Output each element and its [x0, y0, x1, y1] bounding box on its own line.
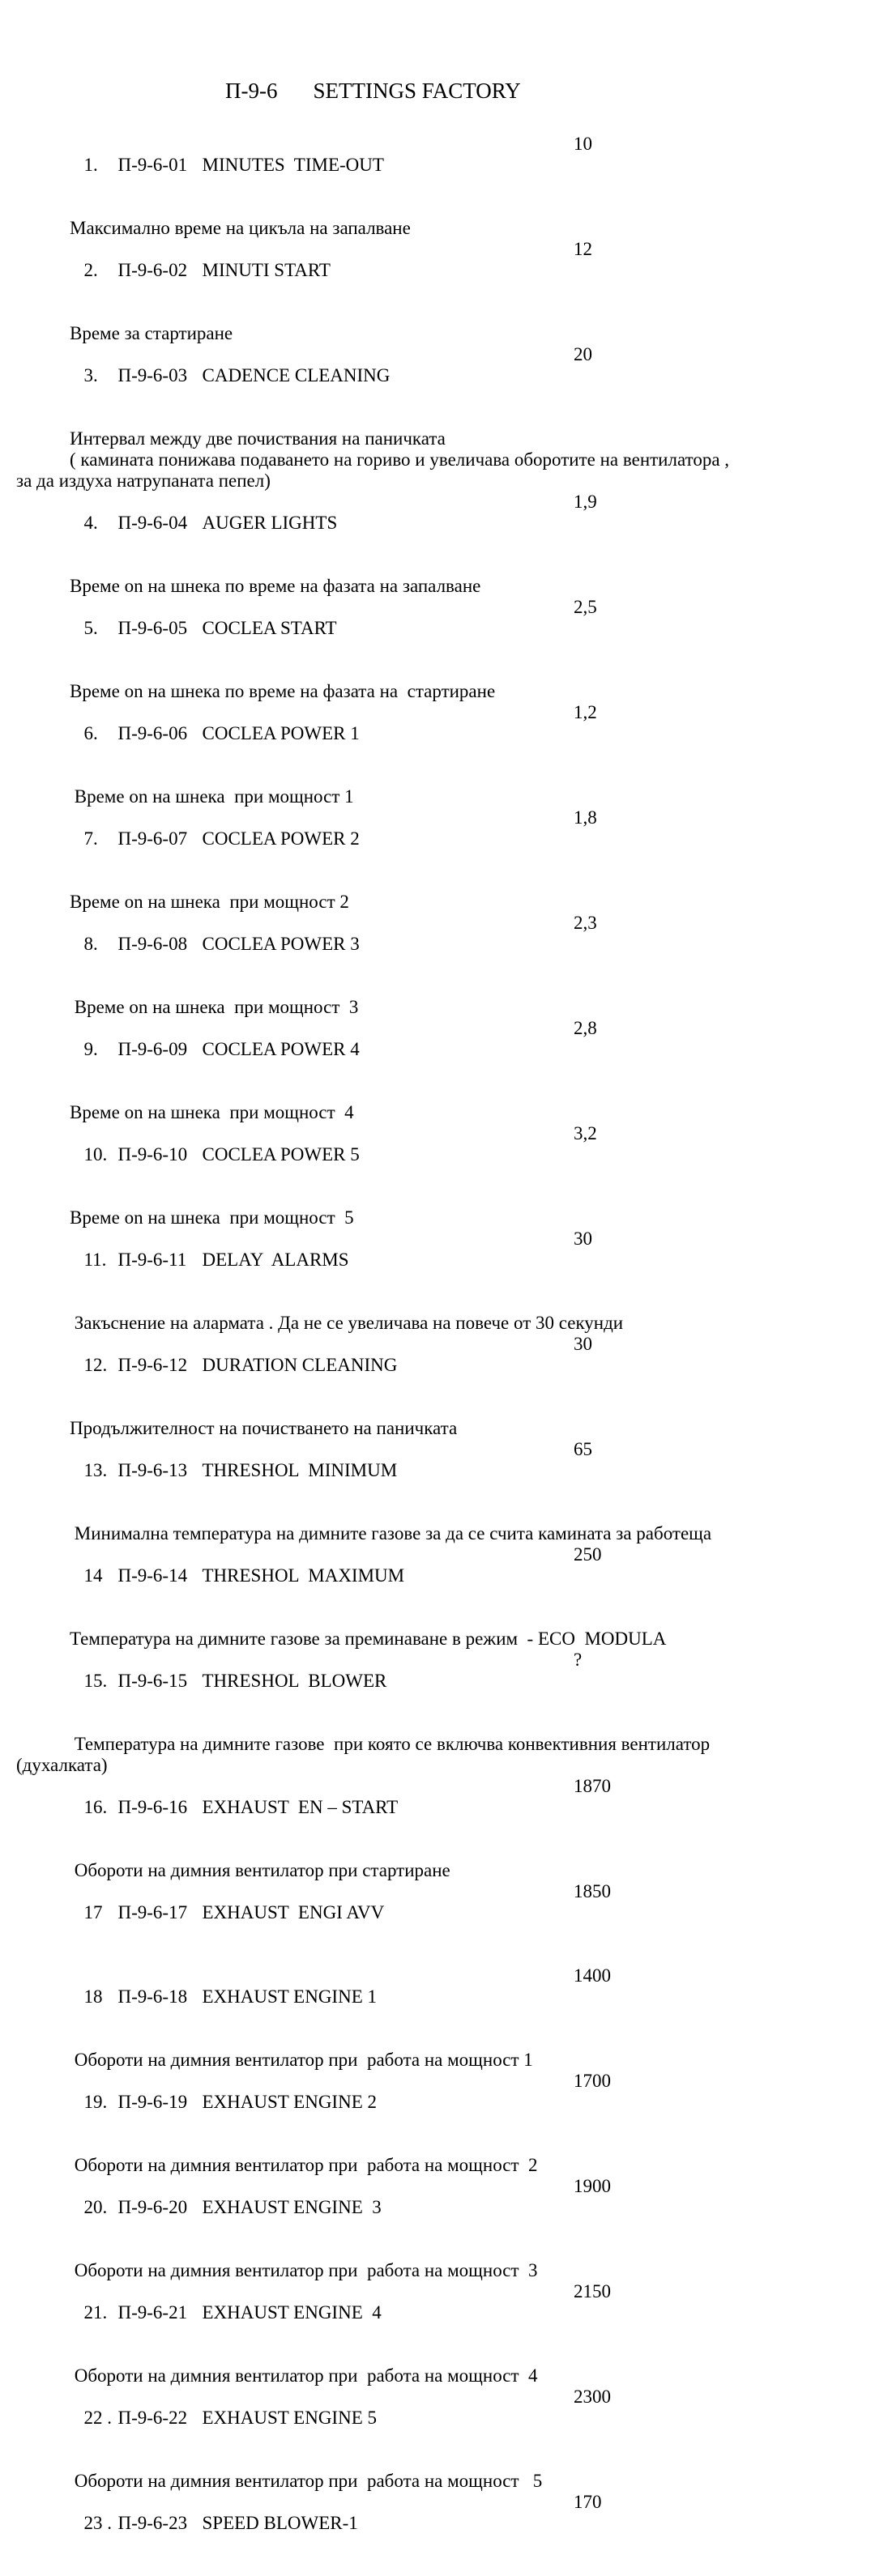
- setting-value: 1,8: [574, 807, 597, 828]
- setting-name: EXHAUST ENGINE 4: [202, 2302, 382, 2323]
- setting-number: 16.: [83, 1797, 108, 1817]
- setting-code: П-9-6-18: [117, 1986, 188, 2007]
- setting-descriptions: [16, 1860, 865, 1881]
- setting-row: [16, 2281, 865, 2365]
- setting-value: 2150: [574, 2281, 611, 2301]
- setting-code: П-9-6-04: [117, 513, 188, 533]
- setting-item: [16, 913, 865, 1018]
- setting-number: 21.: [83, 2302, 108, 2323]
- setting-description-line: Време on на шнека при мощност 2: [70, 892, 349, 912]
- setting-row: [16, 2387, 865, 2471]
- setting-item: [16, 2176, 865, 2281]
- setting-item: [16, 344, 865, 492]
- setting-code: П-9-6-01: [117, 155, 188, 175]
- setting-description-line: за да издуха натрупаната пепел): [16, 470, 271, 491]
- setting-name: THRESHOL MINIMUM: [202, 1460, 398, 1480]
- setting-row: [16, 1123, 865, 1207]
- setting-row: [16, 1650, 865, 1734]
- setting-descriptions: [16, 681, 865, 702]
- setting-item: [16, 2492, 865, 2576]
- setting-row: [16, 2071, 865, 2155]
- setting-item: [16, 1965, 865, 2071]
- setting-number: 18: [83, 1986, 103, 2007]
- setting-row: [16, 702, 865, 786]
- setting-item: [16, 492, 865, 597]
- setting-description-line: Обороти на димния вентилатор при работа на мощност 3: [70, 2260, 538, 2280]
- setting-code: П-9-6-06: [117, 723, 188, 743]
- setting-number: 3.: [83, 365, 98, 385]
- setting-value: 2300: [574, 2387, 611, 2407]
- setting-descriptions: [16, 1629, 865, 1650]
- setting-descriptions: [16, 1523, 865, 1544]
- setting-row: [16, 2492, 865, 2576]
- setting-name: COCLEA POWER 5: [202, 1144, 360, 1165]
- setting-value: 1,2: [574, 702, 597, 722]
- setting-row: [16, 134, 865, 218]
- setting-name: THRESHOL MAXIMUM: [202, 1565, 405, 1586]
- setting-code: П-9-6-05: [117, 618, 188, 638]
- setting-code: П-9-6-15: [117, 1671, 188, 1691]
- setting-number: 17: [83, 1902, 103, 1922]
- setting-description-line: ( камината понижава подаването на гориво и увеличава оборотите на вентилатора ,: [70, 449, 730, 470]
- setting-value: 250: [574, 1544, 602, 1565]
- setting-description-line: Време on на шнека по време на фазата на стартиране: [70, 681, 496, 701]
- setting-item: [16, 239, 865, 344]
- setting-row: [16, 597, 865, 681]
- setting-item: [16, 597, 865, 702]
- setting-code: П-9-6-14: [117, 1565, 188, 1586]
- setting-code: П-9-6-19: [117, 2092, 188, 2112]
- setting-row: [16, 239, 865, 323]
- setting-item: [16, 1881, 865, 1965]
- setting-value: ?: [574, 1650, 583, 1670]
- setting-code: П-9-6-10: [117, 1144, 188, 1165]
- setting-row: [16, 2176, 865, 2260]
- setting-descriptions: [16, 1418, 865, 1439]
- setting-description-line: Време on на шнека при мощност 5: [70, 1207, 354, 1228]
- setting-description-line: Интервал между две почиствания на паничката: [70, 428, 446, 449]
- setting-number: 12.: [83, 1355, 108, 1375]
- setting-value: 2,8: [574, 1018, 597, 1038]
- setting-description-line: Минимална температура на димните газове за да се счита камината за работеща: [70, 1523, 712, 1543]
- setting-description-line: Време on на шнека при мощност 4: [70, 1102, 354, 1122]
- setting-descriptions: [16, 1102, 865, 1123]
- setting-value: 30: [574, 1228, 592, 1249]
- setting-value: 30: [574, 1334, 592, 1354]
- setting-name: MINUTI START: [202, 260, 331, 280]
- setting-number: 2.: [83, 260, 98, 280]
- setting-code: П-9-6-03: [117, 365, 188, 385]
- setting-item: [16, 1228, 865, 1334]
- setting-description-line: Продължителност на почистването на паничката: [70, 1418, 458, 1438]
- setting-descriptions: [16, 2155, 865, 2176]
- setting-item: [16, 1650, 865, 1776]
- setting-description-line: Обороти на димния вентилатор при работа на мощност 4: [70, 2365, 538, 2386]
- setting-number: 7.: [83, 828, 98, 849]
- setting-item: [16, 702, 865, 807]
- setting-item: [16, 1123, 865, 1228]
- setting-item: [16, 2281, 865, 2387]
- setting-descriptions: [16, 2471, 865, 2492]
- setting-value: 1900: [574, 2176, 611, 2196]
- setting-descriptions: [16, 2260, 865, 2281]
- setting-description-line: Време on на шнека по време на фазата на запалване: [70, 576, 481, 596]
- setting-name: EXHAUST ENGINE 2: [202, 2092, 378, 2112]
- setting-row: [16, 1965, 865, 2050]
- setting-item: [16, 1776, 865, 1881]
- setting-value: 3,2: [574, 1123, 597, 1143]
- setting-item: [16, 1544, 865, 1650]
- setting-number: 6.: [83, 723, 98, 743]
- setting-row: [16, 492, 865, 576]
- setting-number: 10.: [83, 1144, 108, 1165]
- setting-item: [16, 134, 865, 239]
- setting-name: COCLEA START: [202, 618, 337, 638]
- setting-description-line: Закъснение на алармата . Да не се увеличава на повече от 30 секунди: [70, 1313, 624, 1333]
- setting-name: COCLEA POWER 3: [202, 934, 360, 954]
- setting-item: [16, 1334, 865, 1439]
- setting-description-line: Време on на шнека при мощност 3: [70, 997, 359, 1017]
- setting-value: 12: [574, 239, 592, 259]
- setting-name: DELAY ALARMS: [202, 1250, 349, 1270]
- setting-value: 1700: [574, 2071, 611, 2091]
- setting-value: 20: [574, 344, 592, 364]
- setting-code: П-9-6-22: [117, 2408, 188, 2428]
- setting-descriptions: [16, 892, 865, 913]
- setting-value: 10: [574, 134, 592, 154]
- setting-code: П-9-6-13: [117, 1460, 188, 1480]
- setting-descriptions: [16, 323, 865, 344]
- setting-description-line: Време за стартиране: [70, 323, 233, 343]
- setting-value: 170: [574, 2492, 602, 2512]
- setting-value: 1,9: [574, 492, 597, 512]
- setting-description-line: Обороти на димния вентилатор при работа на мощност 5: [70, 2471, 543, 2491]
- setting-descriptions: [16, 1207, 865, 1228]
- setting-row: [16, 1334, 865, 1418]
- setting-name: EXHAUST ENGINE 1: [202, 1986, 378, 2007]
- setting-description-line: Обороти на димния вентилатор при работа на мощност 1: [70, 2050, 533, 2070]
- setting-code: П-9-6-08: [117, 934, 188, 954]
- setting-number: 1.: [83, 155, 98, 175]
- setting-descriptions: [16, 1313, 865, 1334]
- setting-name: DURATION CLEANING: [202, 1355, 398, 1375]
- setting-number: 9.: [83, 1039, 98, 1059]
- setting-item: [16, 1439, 865, 1544]
- setting-item: [16, 2387, 865, 2492]
- setting-descriptions: [16, 1734, 865, 1776]
- setting-code: П-9-6-09: [117, 1039, 188, 1059]
- setting-number: 13.: [83, 1460, 108, 1480]
- setting-name: EXHAUST EN – START: [202, 1797, 399, 1817]
- setting-code: П-9-6-17: [117, 1902, 188, 1922]
- setting-description-line: Време on на шнека при мощност 1: [70, 786, 354, 807]
- setting-number: 14: [83, 1565, 103, 1586]
- setting-name: EXHAUST ENGINE 5: [202, 2408, 378, 2428]
- setting-descriptions: [16, 786, 865, 807]
- setting-item: [16, 1018, 865, 1123]
- setting-row: [16, 1776, 865, 1860]
- setting-description-line: (духалката): [16, 1755, 108, 1775]
- setting-description-line: Максимално време на цикъла на запалване: [70, 218, 411, 238]
- setting-number: 20.: [83, 2197, 108, 2217]
- setting-value: 2,5: [574, 597, 597, 617]
- setting-value: 1400: [574, 1965, 611, 1986]
- setting-descriptions: [16, 997, 865, 1018]
- setting-name: AUGER LIGHTS: [202, 513, 338, 533]
- setting-number: 19.: [83, 2092, 108, 2112]
- setting-code: П-9-6-07: [117, 828, 188, 849]
- setting-name: COCLEA POWER 4: [202, 1039, 360, 1059]
- setting-description-line: Обороти на димния вентилатор при стартиране: [70, 1860, 450, 1880]
- setting-code: П-9-6-16: [117, 1797, 188, 1817]
- setting-row: [16, 913, 865, 997]
- setting-number: 15.: [83, 1671, 108, 1691]
- setting-name: CADENCE CLEANING: [202, 365, 391, 385]
- setting-code: П-9-6-23: [117, 2513, 188, 2533]
- document-title-code: П-9-6: [225, 79, 278, 103]
- setting-descriptions: [16, 218, 865, 239]
- setting-row: [16, 1544, 865, 1629]
- setting-code: П-9-6-12: [117, 1355, 188, 1375]
- setting-name: MINUTES TIME-OUT: [202, 155, 384, 175]
- setting-name: COCLEA POWER 2: [202, 828, 360, 849]
- setting-descriptions: [16, 2365, 865, 2387]
- setting-item: [16, 807, 865, 913]
- setting-code: П-9-6-11: [117, 1250, 187, 1270]
- setting-value: 2,3: [574, 913, 597, 933]
- setting-code: П-9-6-21: [117, 2302, 188, 2323]
- setting-row: [16, 1228, 865, 1313]
- setting-number: 22 .: [83, 2408, 112, 2428]
- setting-value: 1850: [574, 1881, 611, 1901]
- settings-list: [16, 134, 865, 2576]
- setting-name: THRESHOL BLOWER: [202, 1671, 387, 1691]
- setting-name: COCLEA POWER 1: [202, 723, 360, 743]
- setting-number: 11.: [83, 1250, 107, 1270]
- setting-description-line: Обороти на димния вентилатор при работа на мощност 2: [70, 2155, 538, 2175]
- setting-name: EXHAUST ENGI AVV: [202, 1902, 385, 1922]
- setting-code: П-9-6-20: [117, 2197, 188, 2217]
- setting-item: [16, 2071, 865, 2176]
- setting-description-line: Температура на димните газове за преминаване в режим - ECO MODULA: [70, 1629, 667, 1649]
- setting-row: [16, 807, 865, 892]
- setting-description-line: Температура на димните газове при която се включва конвективния вентилатор: [70, 1734, 711, 1754]
- setting-row: [16, 344, 865, 428]
- setting-row: [16, 1881, 865, 1965]
- setting-name: EXHAUST ENGINE 3: [202, 2197, 382, 2217]
- setting-name: SPEED BLOWER-1: [202, 2513, 358, 2533]
- setting-number: 8.: [83, 934, 98, 954]
- document-title: [225, 79, 521, 104]
- setting-descriptions: [16, 576, 865, 597]
- setting-row: [16, 1439, 865, 1523]
- setting-descriptions: [16, 428, 865, 492]
- setting-value: 1870: [574, 1776, 611, 1796]
- document-title-text: SETTINGS FACTORY: [313, 79, 521, 103]
- setting-number: 5.: [83, 618, 98, 638]
- setting-number: 23 .: [83, 2513, 112, 2533]
- setting-code: П-9-6-02: [117, 260, 188, 280]
- setting-row: [16, 1018, 865, 1102]
- setting-number: 4.: [83, 513, 98, 533]
- setting-descriptions: [16, 2050, 865, 2071]
- setting-value: 65: [574, 1439, 592, 1459]
